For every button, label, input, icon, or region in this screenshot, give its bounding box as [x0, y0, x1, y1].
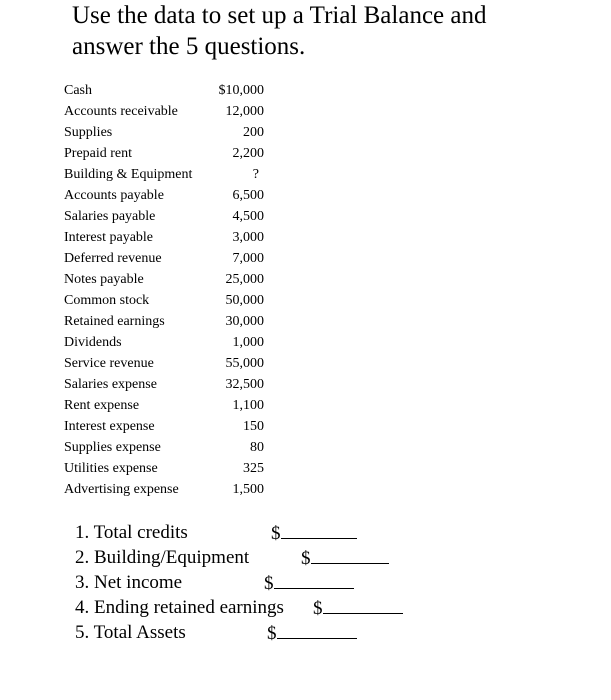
account-row — [64, 80, 284, 101]
account-row — [64, 311, 284, 332]
answer-blank[interactable] — [267, 620, 357, 646]
question-row — [75, 545, 595, 570]
account-amount: 1,500 — [232, 482, 264, 497]
account-amount: 7,000 — [232, 251, 264, 266]
account-row — [64, 227, 284, 248]
dollar-sign: $ — [313, 598, 323, 619]
account-row — [64, 374, 284, 395]
account-amount: 80 — [250, 440, 264, 455]
account-row — [64, 164, 284, 185]
account-amount: 150 — [243, 419, 264, 434]
account-row — [64, 437, 284, 458]
account-amount-unknown: ? — [252, 167, 259, 182]
answer-line[interactable] — [311, 545, 389, 564]
question-text: 1. Total credits — [75, 522, 188, 543]
account-name: Building & Equipment — [64, 167, 193, 182]
account-name: Supplies — [64, 125, 113, 140]
question-row — [75, 520, 595, 545]
answer-line[interactable] — [277, 620, 357, 639]
account-amount: 30,000 — [225, 314, 264, 329]
answer-blank[interactable] — [301, 545, 389, 571]
question-row — [75, 595, 595, 620]
account-name: Service revenue — [64, 356, 154, 371]
dollar-sign: $ — [264, 573, 274, 594]
account-name: Utilities expense — [64, 461, 158, 476]
answer-blank[interactable] — [313, 595, 403, 621]
account-name: Prepaid rent — [64, 146, 133, 161]
account-amount: 200 — [243, 125, 264, 140]
question-row — [75, 620, 595, 645]
answer-blank[interactable] — [271, 520, 357, 546]
account-name: Salaries payable — [64, 209, 156, 224]
account-row — [64, 101, 284, 122]
account-amount: 50,000 — [225, 293, 264, 308]
account-amount: 3,000 — [232, 230, 264, 245]
account-name: Interest expense — [64, 419, 155, 434]
question-row — [75, 570, 595, 595]
question-text: 3. Net income — [75, 572, 183, 593]
account-row — [64, 290, 284, 311]
account-amount: 12,000 — [225, 104, 264, 119]
account-name: Cash — [64, 83, 92, 98]
answer-blank[interactable] — [264, 570, 354, 596]
account-name: Rent expense — [64, 398, 140, 413]
account-row — [64, 332, 284, 353]
account-name: Accounts payable — [64, 188, 164, 203]
page-title — [72, 0, 592, 62]
dollar-sign: $ — [267, 623, 277, 644]
account-name: Deferred revenue — [64, 251, 162, 266]
account-amount: 2,200 — [232, 146, 264, 161]
account-amount: $10,000 — [218, 83, 264, 98]
account-name: Dividends — [64, 335, 122, 350]
account-row — [64, 248, 284, 269]
account-amount: 4,500 — [232, 209, 264, 224]
account-row — [64, 353, 284, 374]
account-row — [64, 416, 284, 437]
question-text: 5. Total Assets — [75, 622, 186, 643]
account-amount: 32,500 — [225, 377, 264, 392]
question-text: 2. Building/Equipment — [75, 547, 250, 568]
answer-line[interactable] — [281, 520, 357, 539]
account-name: Supplies expense — [64, 440, 161, 455]
question-text: 4. Ending retained earnings — [75, 597, 284, 618]
account-row — [64, 395, 284, 416]
account-row — [64, 122, 284, 143]
account-row — [64, 458, 284, 479]
account-name: Interest payable — [64, 230, 154, 245]
title-line-2: answer the 5 questions. — [72, 33, 306, 60]
account-list — [64, 80, 284, 500]
answer-line[interactable] — [323, 595, 403, 614]
account-name: Notes payable — [64, 272, 144, 287]
dollar-sign: $ — [271, 523, 281, 544]
account-amount: 1,000 — [232, 335, 264, 350]
account-amount: 1,100 — [232, 398, 264, 413]
account-amount: 6,500 — [232, 188, 264, 203]
account-amount: 325 — [243, 461, 264, 476]
dollar-sign: $ — [301, 548, 311, 569]
account-amount: 25,000 — [225, 272, 264, 287]
account-row — [64, 479, 284, 500]
account-row — [64, 269, 284, 290]
question-list — [75, 520, 595, 645]
account-row — [64, 206, 284, 227]
account-name: Retained earnings — [64, 314, 165, 329]
account-name: Accounts receivable — [64, 104, 178, 119]
account-name: Common stock — [64, 293, 150, 308]
account-amount: 55,000 — [225, 356, 264, 371]
account-row — [64, 185, 284, 206]
account-row — [64, 143, 284, 164]
title-line-1: Use the data to set up a Trial Balance and — [72, 2, 487, 29]
account-name: Salaries expense — [64, 377, 157, 392]
answer-line[interactable] — [274, 570, 354, 589]
account-name: Advertising expense — [64, 482, 179, 497]
